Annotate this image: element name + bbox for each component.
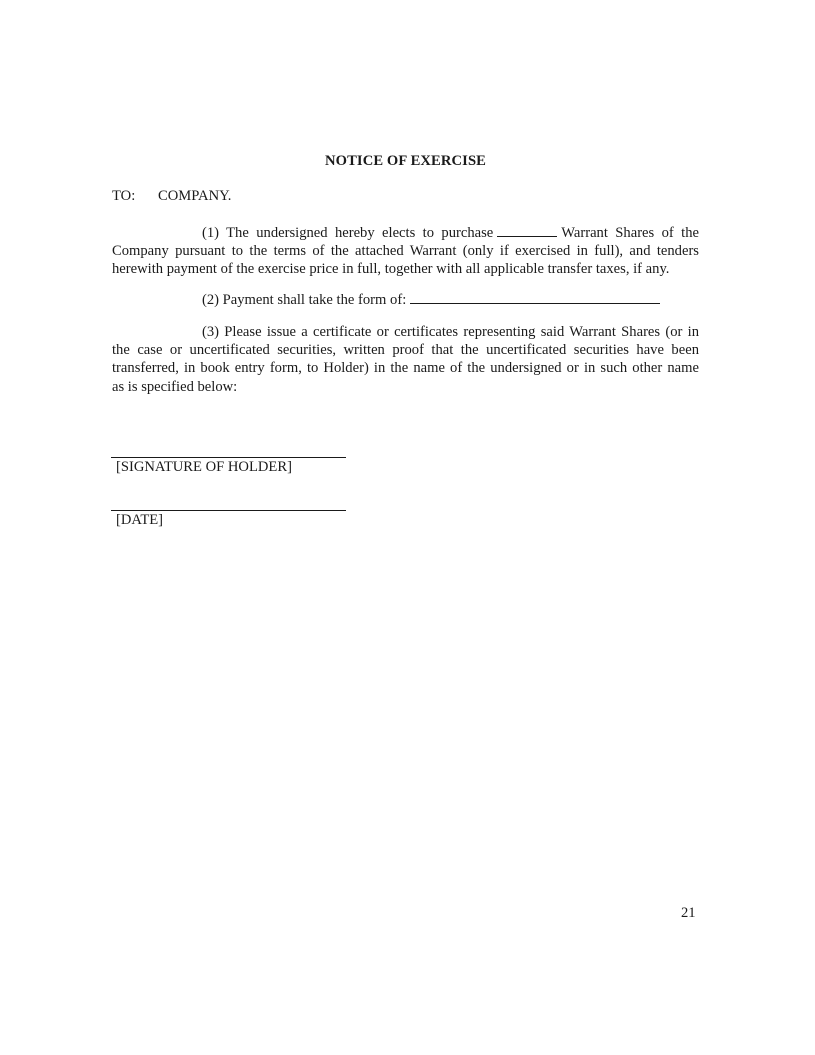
- payment-form-blank[interactable]: [410, 292, 660, 304]
- paragraph-1: [112, 224, 699, 279]
- signature-label: [SIGNATURE OF HOLDER]: [116, 459, 292, 475]
- paragraph-1-text-start: (1) The undersigned hereby elects to purchase: [202, 225, 494, 241]
- to-value: COMPANY.: [158, 188, 232, 204]
- paragraph-3-text-start: (3) Please issue a certificate or certificates representing said Warrant Shares (or in: [202, 324, 699, 340]
- document-title: NOTICE OF EXERCISE: [324, 153, 486, 169]
- addressee-line: [112, 188, 231, 205]
- paragraph-3: [112, 323, 699, 396]
- page-number: 21: [681, 905, 696, 921]
- paragraph-3-line-1: [112, 323, 699, 341]
- paragraph-1-line-3: herewith payment of the exercise price in full, together with all applicable transfer taxes, if any.: [112, 261, 670, 278]
- paragraph-3-line-2: the case or uncertificated securities, written proof that the uncertificated securities have been: [112, 342, 699, 359]
- paragraph-2-text: (2) Payment shall take the form of:: [202, 292, 407, 308]
- paragraph-3-line-3: transferred, in book entry form, to Holder) in the name of the undersigned or in such other name: [112, 360, 699, 377]
- date-label: [DATE]: [116, 512, 164, 528]
- to-label: TO:: [112, 188, 136, 204]
- paragraph-3-line-4: as is specified below:: [112, 378, 238, 395]
- date-line[interactable]: [111, 510, 346, 511]
- paragraph-2: [112, 291, 699, 309]
- warrant-shares-blank[interactable]: [497, 225, 557, 237]
- paragraph-2-line: [112, 291, 699, 309]
- signature-line[interactable]: [111, 457, 346, 458]
- paragraph-1-text-end: Warrant Shares of the: [561, 225, 699, 241]
- paragraph-1-line-2: Company pursuant to the terms of the attached Warrant (only if exercised in full), and tenders: [112, 243, 699, 260]
- paragraph-1-line-1: [112, 224, 699, 242]
